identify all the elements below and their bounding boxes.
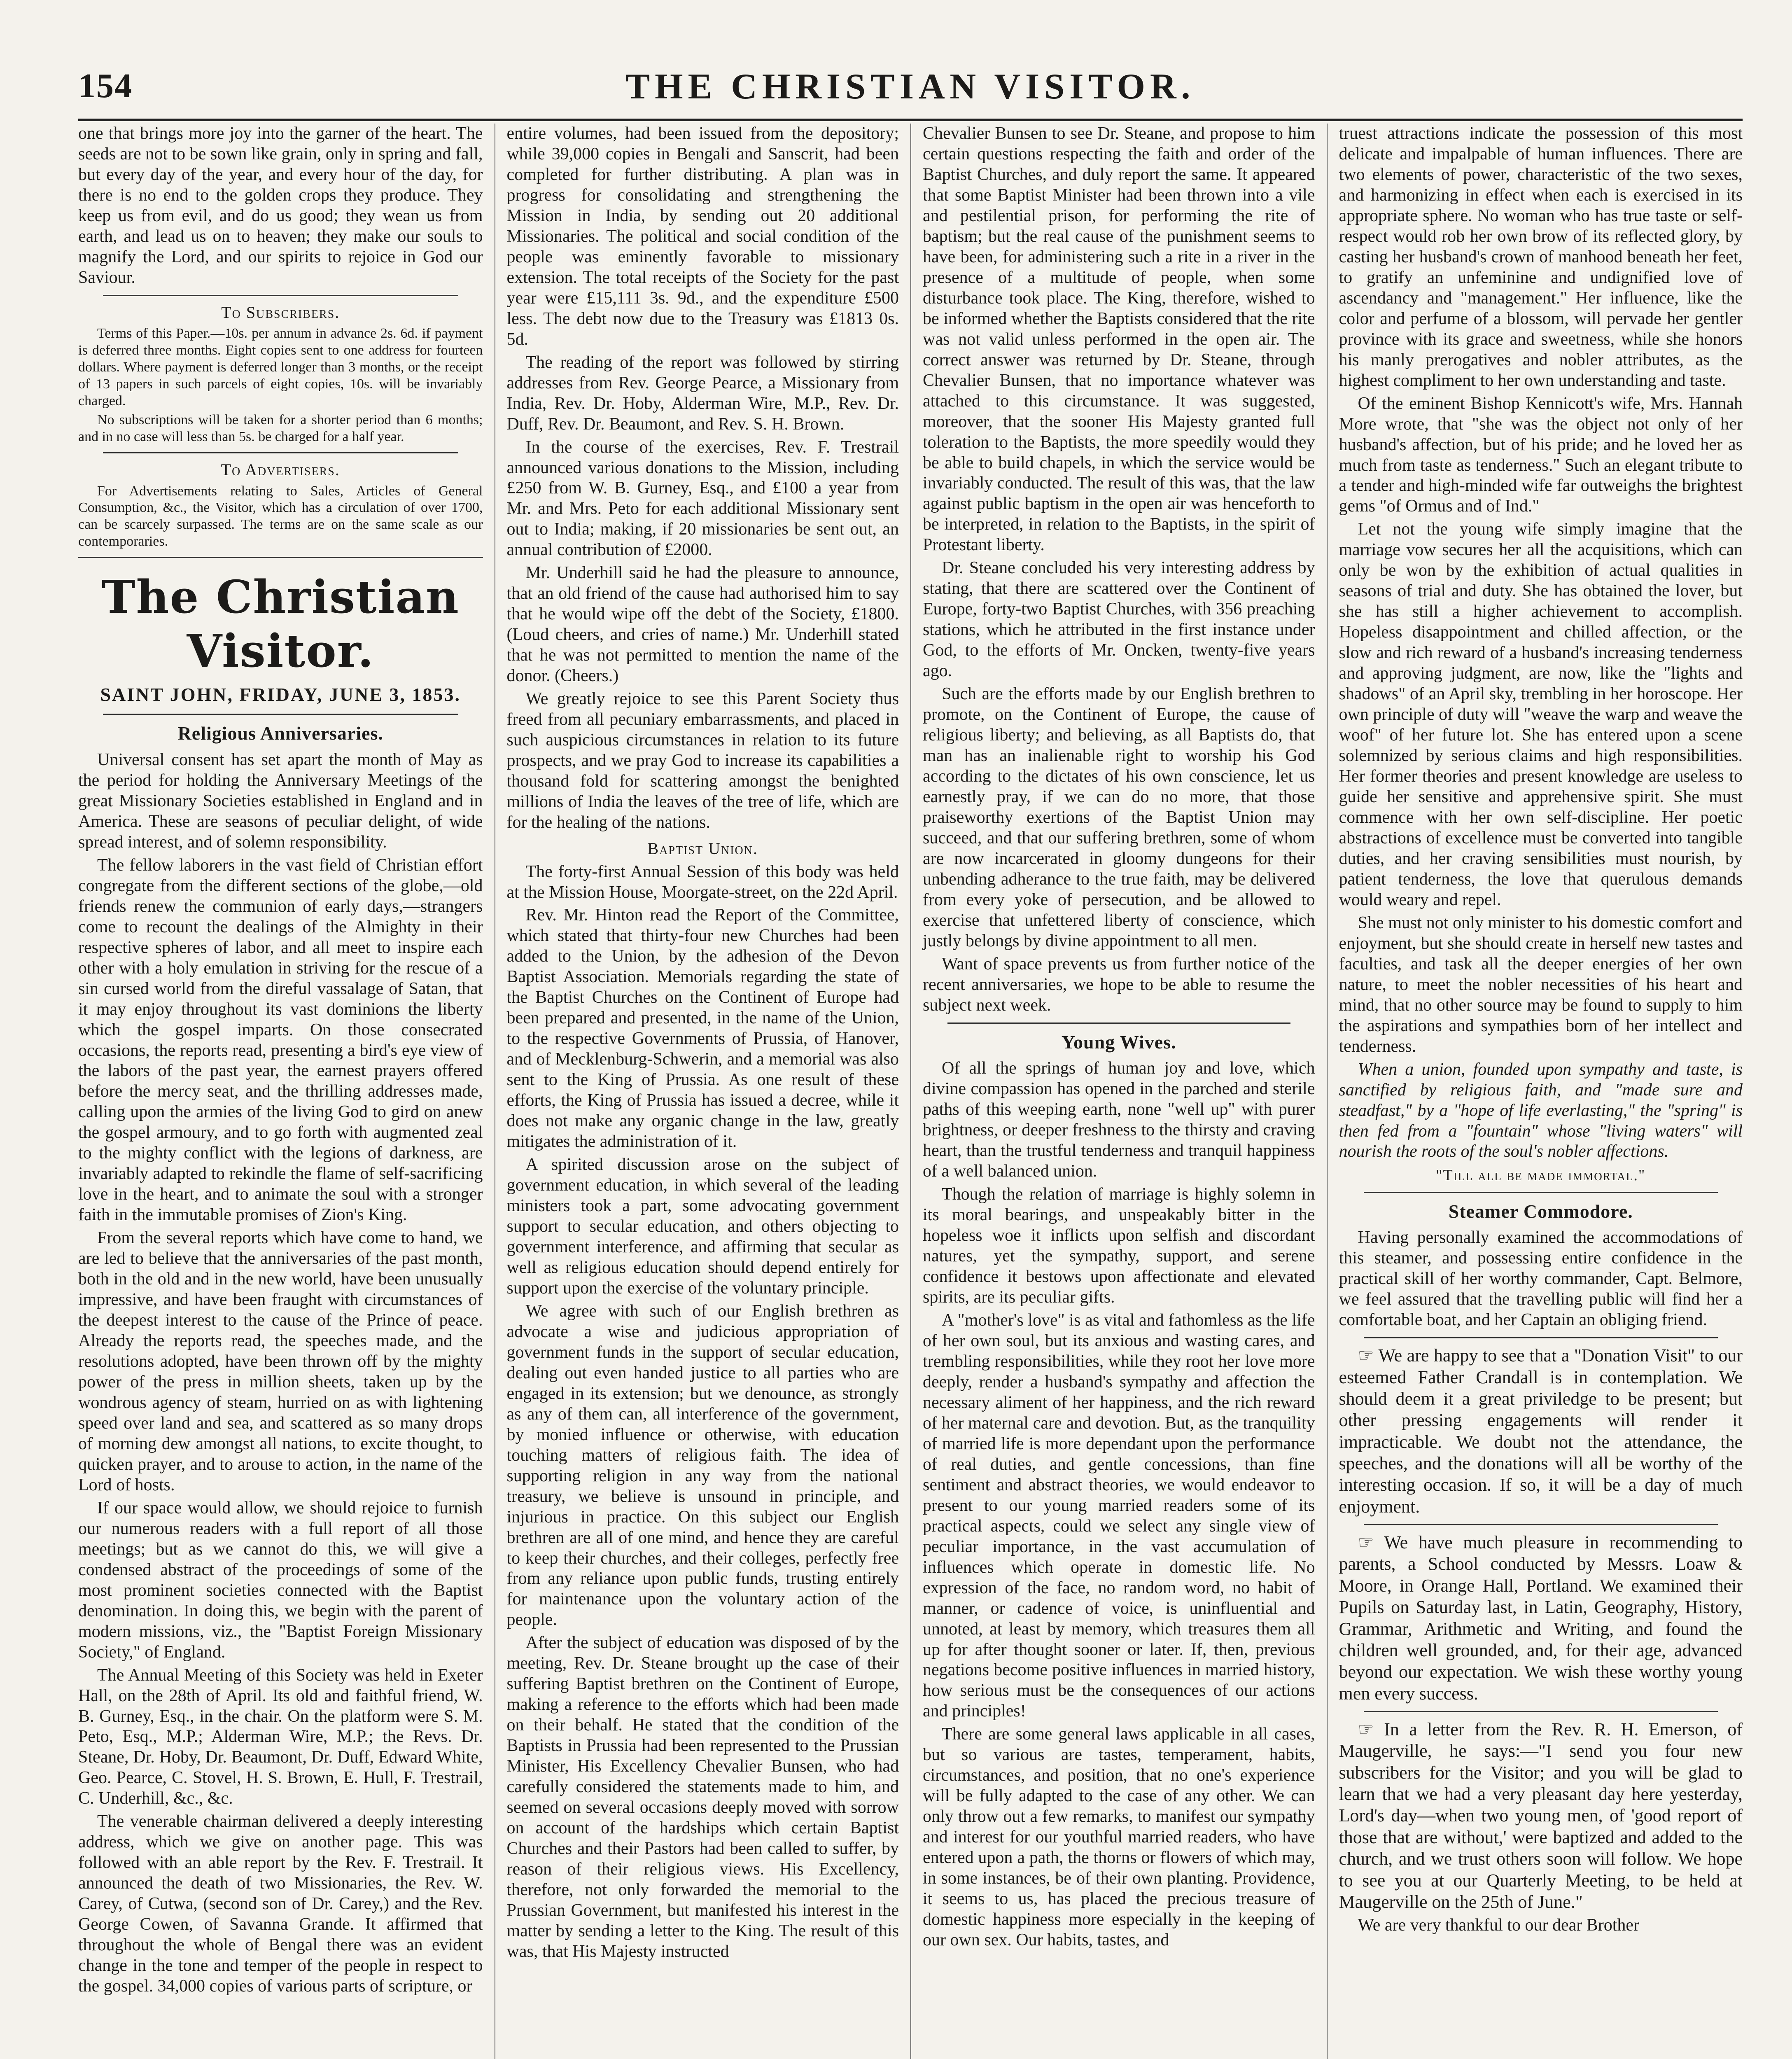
baptist-union-heading: Baptist Union. bbox=[647, 839, 758, 858]
advertisers-heading: To Advertisers. bbox=[221, 460, 340, 479]
subscribers-terms: Terms of this Paper.—10s. per annum in advance 2s. 6d. if payment is deferred three months. Eight copies sent to one address for fourteen dollars. Where payment is deferred longer than 3 months, or the receipt of 13 papers in such parcels of eight copies, 10s. will be invariably charged. bbox=[78, 326, 483, 409]
column-2 bbox=[495, 124, 911, 2059]
masthead bbox=[78, 62, 1743, 124]
paragraph: We are very thankful to our dear Brother bbox=[1358, 1916, 1640, 1935]
paragraph: In the course of the exercises, Rev. F. Trestrail announced various donations to the Mission, including £250 from W. B. Gurney, Esq., and £100 a year from Mr. and Mrs. Peto for each additional Missionary sent out to India; making, if 20 missionaries be sent out, an annual contribution of £2000. bbox=[506, 437, 899, 560]
column-1 bbox=[78, 124, 495, 2059]
paragraph: Of the eminent Bishop Kennicott's wife, Mrs. Hannah More wrote, that "she was the object not only of her husband's affection, but of his pride; and he loved her as much from taste as tenderness." Such an elegant tribute to a tender and high-minded wife far outweighs the brightest gems "of Ormus and of Ind." bbox=[1339, 394, 1743, 516]
paragraph: Let not the young wife simply imagine that the marriage vow secures her all the acquisitions, which can only be won by the exhibition of actual qualities in seasons of trial and duty. She has obtained the lover, but she has still a higher achievement to accomplish. Hopeless disappointment and chilled affection, or the slow and rich reward of a husband's increasing tenderness and approving judgment, are now, like the "lights and shadows" of an April sky, trembling in her horoscope. Her own principle of duty will "weave the warp and weave the woof" of her future lot. She has entered upon a scene solemnized by serious claims and high responsibilities. Her former theories and present knowledge are useless to guide her sensitive and apprehensive spirit. She must commence with her own self-discipline. Her poetic abstractions of excellence must be converted into tangible duties, and her craving sensibilities must nourish, by patient tenderness, the love that querulous demands would weary and repel. bbox=[1339, 520, 1743, 909]
subscribers-note: No subscriptions will be taken for a shorter period than 6 months; and in no case will less than 5s. be charged for a half year. bbox=[78, 412, 483, 445]
paragraph: Dr. Steane concluded his very interesting address by stating, that there are scattered over the Continent of Europe, forty-two Baptist Churches, with 356 preaching stations, which he attributed in the first instance under God, to the efforts of Mr. Oncken, twenty-five years ago. bbox=[923, 558, 1315, 681]
paragraph: If our space would allow, we should rejoice to furnish our numerous readers with a full report of all those meetings; but as we cannot do this, we will give a condensed abstract of the proceedings of some of the most prominent societies connected with the Baptist denomination. In doing this, we begin with the parent of modern missions, viz., the "Baptist Foreign Missionary Society," of England. bbox=[78, 1498, 483, 1662]
section-rule bbox=[1364, 1337, 1718, 1338]
paragraph: Such are the efforts made by our English brethren to promote, on the Continent of Europe, the cause of religious liberty; and believing, as all Baptists do, that man has an inalienable right to worship his God according to the dictates of his own conscience, let us earnestly pray, if we can do no more, that those praiseworthy exertions of the Baptist Union may succeed, and that our suffering brethren, some of whom are now incarcerated in gloomy dungeons for their unbending adherance to the true faith, may be delivered from every yoke of persecution, and be allowed to exercise that unfettered liberty of conscience, which justly belongs by divine appointment to all men. bbox=[923, 684, 1315, 950]
paragraph: The reading of the report was followed by stirring addresses from Rev. George Pearce, a Missionary from India, Rev. Dr. Hoby, Alderman Wire, M.P., Rev. Dr. Duff, Rev. Dr. Beaumont, and Rev. S. H. Brown. bbox=[506, 353, 899, 434]
newspaper-nameplate: The Christian Visitor. bbox=[101, 570, 460, 677]
paragraph: entire volumes, had been issued from the depository; while 39,000 copies in Bengali and Sanscrit, had been completed for further distributing. A plan was in progress for consolidating and strengthening the Mission in India, by sending out 20 additional Missionaries. The political and social condition of the people was eminently favorable to missionary extension. The total receipts of the Society for the past year were £15,111 3s. 9d., and the expenditure £500 less. The debt now due to the Treasury was £1813 0s. 5d. bbox=[506, 124, 899, 349]
paragraph: After the subject of education was disposed of by the meeting, Rev. Dr. Steane brought up the case of their suffering Baptist brethren on the Continent of Europe, making a reference to the efforts which had been made on their behalf. He stated that the condition of the Baptists in Prussia had been represented to the Prussian Minister, His Excellency Chevalier Bunsen, who had carefully considered the statements made to him, and seemed on several occasions deeply moved with sorrow on account of the hardships which certain Baptist Churches and their Pastors had been called to suffer, by reason of their religious views. His Excellency, therefore, not only forwarded the memorial to the Prussian Government, but manifested his interest in the matter by sending a letter to the King. The result of this was, that His Majesty instructed bbox=[506, 1633, 899, 1961]
page-number: 154 bbox=[78, 67, 133, 105]
paragraph: We greatly rejoice to see this Parent Society thus freed from all pecuniary embarrassments, and placed in such auspicious circumstances in relation to its future prospects, and we pray God to increase its capabilities a thousand fold for scattering amongst the benighted millions of India the leaves of the tree of life, which are for the healing of the nations. bbox=[506, 689, 899, 832]
paragraph: When a union, founded upon sympathy and taste, is sanctified by religious faith, and "made sure and steadfast," by a "hope of life everlasting," the "spring" is then fed from a "fountain" whose "living waters" will nourish the roots of the soul's nobler affections. bbox=[1339, 1060, 1743, 1161]
paragraph: A spirited discussion arose on the subject of government education, in which several of the leading ministers took a part, some advocating government support to secular education, and others objecting to government interference, and affirming that secular as well as religious education should depend entirely for support upon the exercise of the voluntary principle. bbox=[506, 1155, 899, 1298]
paragraph: Though the relation of marriage is highly solemn in its moral bearings, and unspeakably bitter in the hopeless woe it inflicts upon selfish and discordant natures, yet the sympathy, support, and serene confidence it bestows upon affectionate and elevated spirits, are its peculiar gifts. bbox=[923, 1185, 1315, 1307]
paragraph: The Annual Meeting of this Society was held in Exeter Hall, on the 28th of April. Its old and faithful friend, W. B. Gurney, Esq., in the chair. On the platform were S. M. Peto, Esq., M.P.; Alderman Wire, M.P.; the Revs. Dr. Steane, Dr. Hoby, Dr. Beaumont, Dr. Duff, Edward White, Geo. Pearce, C. Stovel, H. S. Brown, E. Hull, F. Trestrail, C. Underhill, &c., &c. bbox=[78, 1665, 483, 1808]
paragraph: Chevalier Bunsen to see Dr. Steane, and propose to him certain questions respecting the faith and order of the Baptist Churches, and duly report the same. It appeared that some Baptist Minister had been thrown into a vile and pestilential prison, for performing the rite of baptism; but the real cause of the punishment seems to have been, for administering such a rite in a river in the presence of a multitude of people, when some disturbance took place. The King, therefore, wished to be informed whether the Baptists considered that the rite was not valid unless performed in the open air. The correct answer was returned by Dr. Steane, through Chevalier Bunsen, that no importance whatever was attached to this circumstance. It was suggested, moreover, that the sooner His Majesty granted full toleration to the Baptists, the more speedily would they be able to build chapels, in which the service would be invariably conducted. The result of this was, that the law against public baptism in the open air was henceforth to be interpreted, in relation to the Baptists, in the spirit of Protestant liberty. bbox=[923, 124, 1315, 555]
section-rule bbox=[947, 1022, 1290, 1024]
paragraph: Having personally examined the accommodations of this steamer, and possessing entire confidence in the practical skill of her worthy commander, Capt. Belmore, we feel assured that the travelling public will find her a comfortable boat, and her Captain an obliging friend. bbox=[1339, 1228, 1743, 1330]
masthead-rule bbox=[78, 119, 1743, 121]
section-rule bbox=[78, 557, 483, 558]
young-wives-heading: Young Wives. bbox=[1061, 1031, 1176, 1053]
notice-school: ☞ We have much pleasure in recommending to parents, a School conducted by Messrs. Loaw & Moore, in Orange Hall, Portland. We examined their Pupils on Saturday last, in Latin, Geography, History, Grammar, Arithmetic and Writing, and found the children well grounded, and, for their age, advanced beyond our expectation. We wish these worthy young men every success. bbox=[1339, 1532, 1743, 1704]
steamer-heading: Steamer Commodore. bbox=[1448, 1200, 1633, 1222]
closing-quote: "Till all be made immortal." bbox=[1436, 1167, 1646, 1184]
column-3 bbox=[910, 124, 1327, 2059]
section-rule bbox=[103, 452, 458, 453]
paragraph: Rev. Mr. Hinton read the Report of the Committee, which stated that thirty-four new Churches had been added to the Union, by the adhesion of the Devon Baptist Association. Memorials regarding the state of the Baptist Churches on the Continent of Europe had been prepared and presented, in the name of the Union, to the respective Governments of Prussia, of Hanover, and of Mecklenburg-Schwerin, and a memorial was also sent to the King of Prussia. As one result of these efforts, the King of Prussia has issued a decree, while it does not make any organic change in the law, greatly mitigates the administration of it. bbox=[506, 906, 899, 1151]
article-continuation: one that brings more joy into the garner of the heart. The seeds are not to be sown like grain, only in spring and fall, but every day of the year, and every hour of the day, for there is no end to the golden crops they produce. They keep us from evil, and do us good; they wean us from earth, and lead us on to heaven; they make our souls to magnify the Lord, and our spirits to rejoice in God our Saviour. bbox=[78, 124, 483, 287]
section-rule bbox=[1364, 1192, 1718, 1193]
paragraph: We agree with such of our English brethren as advocate a wise and judicious appropriation of government funds in the support of secular education, dealing out even handed justice to all parties who are engaged in its extension; but we denounce, as strongly as any of them can, all interference of the government, by monied influence or otherwise, with education touching matters of religious faith. The idea of supporting religion in any way from the national treasury, we believe is unsound in principle, and injurious in practice. On this subject our English brethren are all of one mind, and hence they are careful to keep their churches, and their colleges, perfectly free from any reliance upon public funds, trusting entirely for maintenance upon the voluntary action of the people. bbox=[506, 1301, 899, 1629]
paragraph: Universal consent has set apart the month of May as the period for holding the Anniversary Meetings of the great Missionary Societies established in England and in America. These are seasons of peculiar delight, of wide spread interest, and of solemn responsibility. bbox=[78, 750, 483, 852]
paragraph: The forty-first Annual Session of this body was held at the Mission House, Moorgate-street, on the 22d April. bbox=[506, 862, 899, 902]
paragraph: truest attractions indicate the possession of this most delicate and impalpable of human influences. There are two elements of power, characteristic of the two sexes, and harmonizing in effect when each is exercised in its appropriate sphere. No woman who has true taste or self-respect would rob her own brow of its reflected glory, by casting her husband's crown of manhood beneath her feet, to gratify an unfeminine and undignified love of ascendancy and "management." Her influence, like the color and perfume of a blossom, will pervade her gentler province with its grace and sweetness, while she honors his manly prerogatives and nobler attributes, as the highest compliment to her own understanding and taste. bbox=[1339, 124, 1743, 390]
advertisers-text: For Advertisements relating to Sales, Articles of General Consumption, &c., the Visitor, which has a circulation of over 1700, can be scarcely surpassed. The terms are on the same scale as our contemporaries. bbox=[78, 483, 483, 549]
paragraph: A "mother's love" is as vital and fathomless as the life of her own soul, but its anxious and wasting cares, and trembling responsibilities, while they root her love more deeply, render a husband's sympathy and affection the necessary aliment of her happiness, and the rich reward of her maternal care and devotion. But, as the tranquility of married life is more dependant upon the performance of real duties, and gentle concessions, than fine sentiment and abstract theories, we would endeavor to present to our young married readers some of its practical aspects, could we select any single view of peculiar importance, in the vast accumulation of influences which operate in domestic life. No expression of the face, no random word, no habit of manner, or cadence of voice, is uninfluential and unnoted, at least by memory, which treasures them all up for after thought sooner or later. If, then, previous negations become positive influences in married history, how serious must be the consequences of our actions and principles! bbox=[923, 1311, 1315, 1721]
paragraph: The venerable chairman delivered a deeply interesting address, which we give on another page. This was followed with an able report by the Rev. F. Trestrail. It announced the death of two Missionaries, the Rev. W. Carey, of Cutwa, (second son of Dr. Carey,) and the Rev. George Cowen, of Savanna Grande. It affirmed that throughout the whole of Bengal there was an evident change in the tone and temper of the people in respect to the gospel. 34,000 copies of various parts of scripture, or bbox=[78, 1812, 483, 1996]
notice-letter: ☞ In a letter from the Rev. R. H. Emerson, of Maugerville, he says:—"I send you four new subscribers for the Visitor; and you will be glad to learn that we had a very pleasant day here yesterday, Lord's day—when two young men, of 'good report of those that are without,' were baptized and added to the church, and we trust others soon will follow. We hope to see you at our Quarterly Meeting, to be held at Maugerville on the 25th of June." bbox=[1339, 1719, 1743, 1912]
notice-donation-visit: ☞ We are happy to see that a "Donation Visit" to our esteemed Father Crandall is in contemplation. We should deem it a great priviledge to be present; but other pressing engagements will render it impracticable. We doubt not the attendance, the speeches, and the donations will all be worthy of the interesting occasion. If so, it will be a day of much enjoyment. bbox=[1339, 1345, 1743, 1517]
article-columns bbox=[78, 124, 1743, 2059]
subscribers-heading: To Subscribers. bbox=[221, 303, 340, 322]
paragraph: Mr. Underhill said he had the pleasure to announce, that an old friend of the cause had authorised him to say that he would wipe off the debt of the Society, £1800. (Loud cheers, and cries of name.) Mr. Underhill stated that he was not permitted to mention the name of the donor. (Cheers.) bbox=[506, 563, 899, 686]
anniversaries-heading: Religious Anniversaries. bbox=[177, 723, 383, 744]
paragraph: There are some general laws applicable in all cases, but so various are tastes, temperament, habits, circumstances, and position, that no one's experience will be fully adapted to the case of any other. We can only throw out a few remarks, to manifest our sympathy and interest for our youthful married readers, who have entered upon a path, the thorns or flowers of which may, in some instances, be of their own planting. Providence, it seems to us, has placed the precious treasure of domestic happiness more especially in the keeping of our own sex. Our habits, tastes, and bbox=[923, 1725, 1315, 1950]
paragraph: From the several reports which have come to hand, we are led to believe that the anniversaries of the past month, both in the old and in the new world, have been unusually impressive, and have been fraught with circumstances of the deepest interest to the cause of the Prince of peace. Already the reports read, the speeches made, and the resolutions adopted, have been thrown off by the mighty power of the press in million sheets, taken up by the wondrous agency of steam, hurried on as with lightening speed over land and sea, and scattered as so many drops of morning dew amongst all nations, to excite thought, to quicken prayer, and to arouse to action, in the name of the Lord of hosts. bbox=[78, 1228, 483, 1494]
section-rule bbox=[1364, 1524, 1718, 1525]
section-rule bbox=[1364, 1711, 1718, 1712]
section-rule bbox=[103, 295, 458, 296]
section-rule bbox=[103, 714, 458, 715]
paragraph: She must not only minister to his domestic comfort and enjoyment, but she should create in herself new tastes and faculties, and task all the deeper energies of her own nature, to meet the nobler necessities of his heart and mind, that no other source may be found to supply to him the aspirations and sympathies born of her intellect and tenderness. bbox=[1339, 913, 1743, 1056]
paragraph: Of all the springs of human joy and love, which divine compassion has opened in the parched and sterile paths of this weeping earth, none "well up" with purer brightness, or deeper freshness to the thirsty and craving heart, than the trustful tenderness and tranquil happiness of a well balanced union. bbox=[923, 1059, 1315, 1181]
paragraph: Want of space prevents us from further notice of the recent anniversaries, we hope to be able to resume the subject next week. bbox=[923, 954, 1315, 1015]
issue-dateline: SAINT JOHN, FRIDAY, JUNE 3, 1853. bbox=[100, 684, 461, 705]
publication-title: THE CHRISTIAN VISITOR. bbox=[625, 67, 1195, 107]
column-4 bbox=[1327, 124, 1743, 2059]
paragraph: The fellow laborers in the vast field of Christian effort congregate from the different sections of the globe,—old friends renew the communion of early days,—strangers come to recount the dealings of the Almighty in their respective spheres of labor, and all meet to inspire each other with a holy emulation in striving for the rescue of a sin cursed world from the direful vassalage of Satan, that it may enjoy throughout its vast dominions the liberty which the gospel imparts. On those consecrated occasions, the reports read, presenting a bird's eye view of the labors of the past year, the earnest prayers offered before the mercy seat, and the thrilling addresses made, calling upon the armies of the living God to gird on anew the gospel armoury, and to go forth with augmented zeal to the mighty conflict with the legions of darkness, are invariably adapted to rekindle the flame of self-sacrificing love in the heart, and to animate the soul with a stronger faith in the immutable promises of Zion's King. bbox=[78, 855, 483, 1225]
